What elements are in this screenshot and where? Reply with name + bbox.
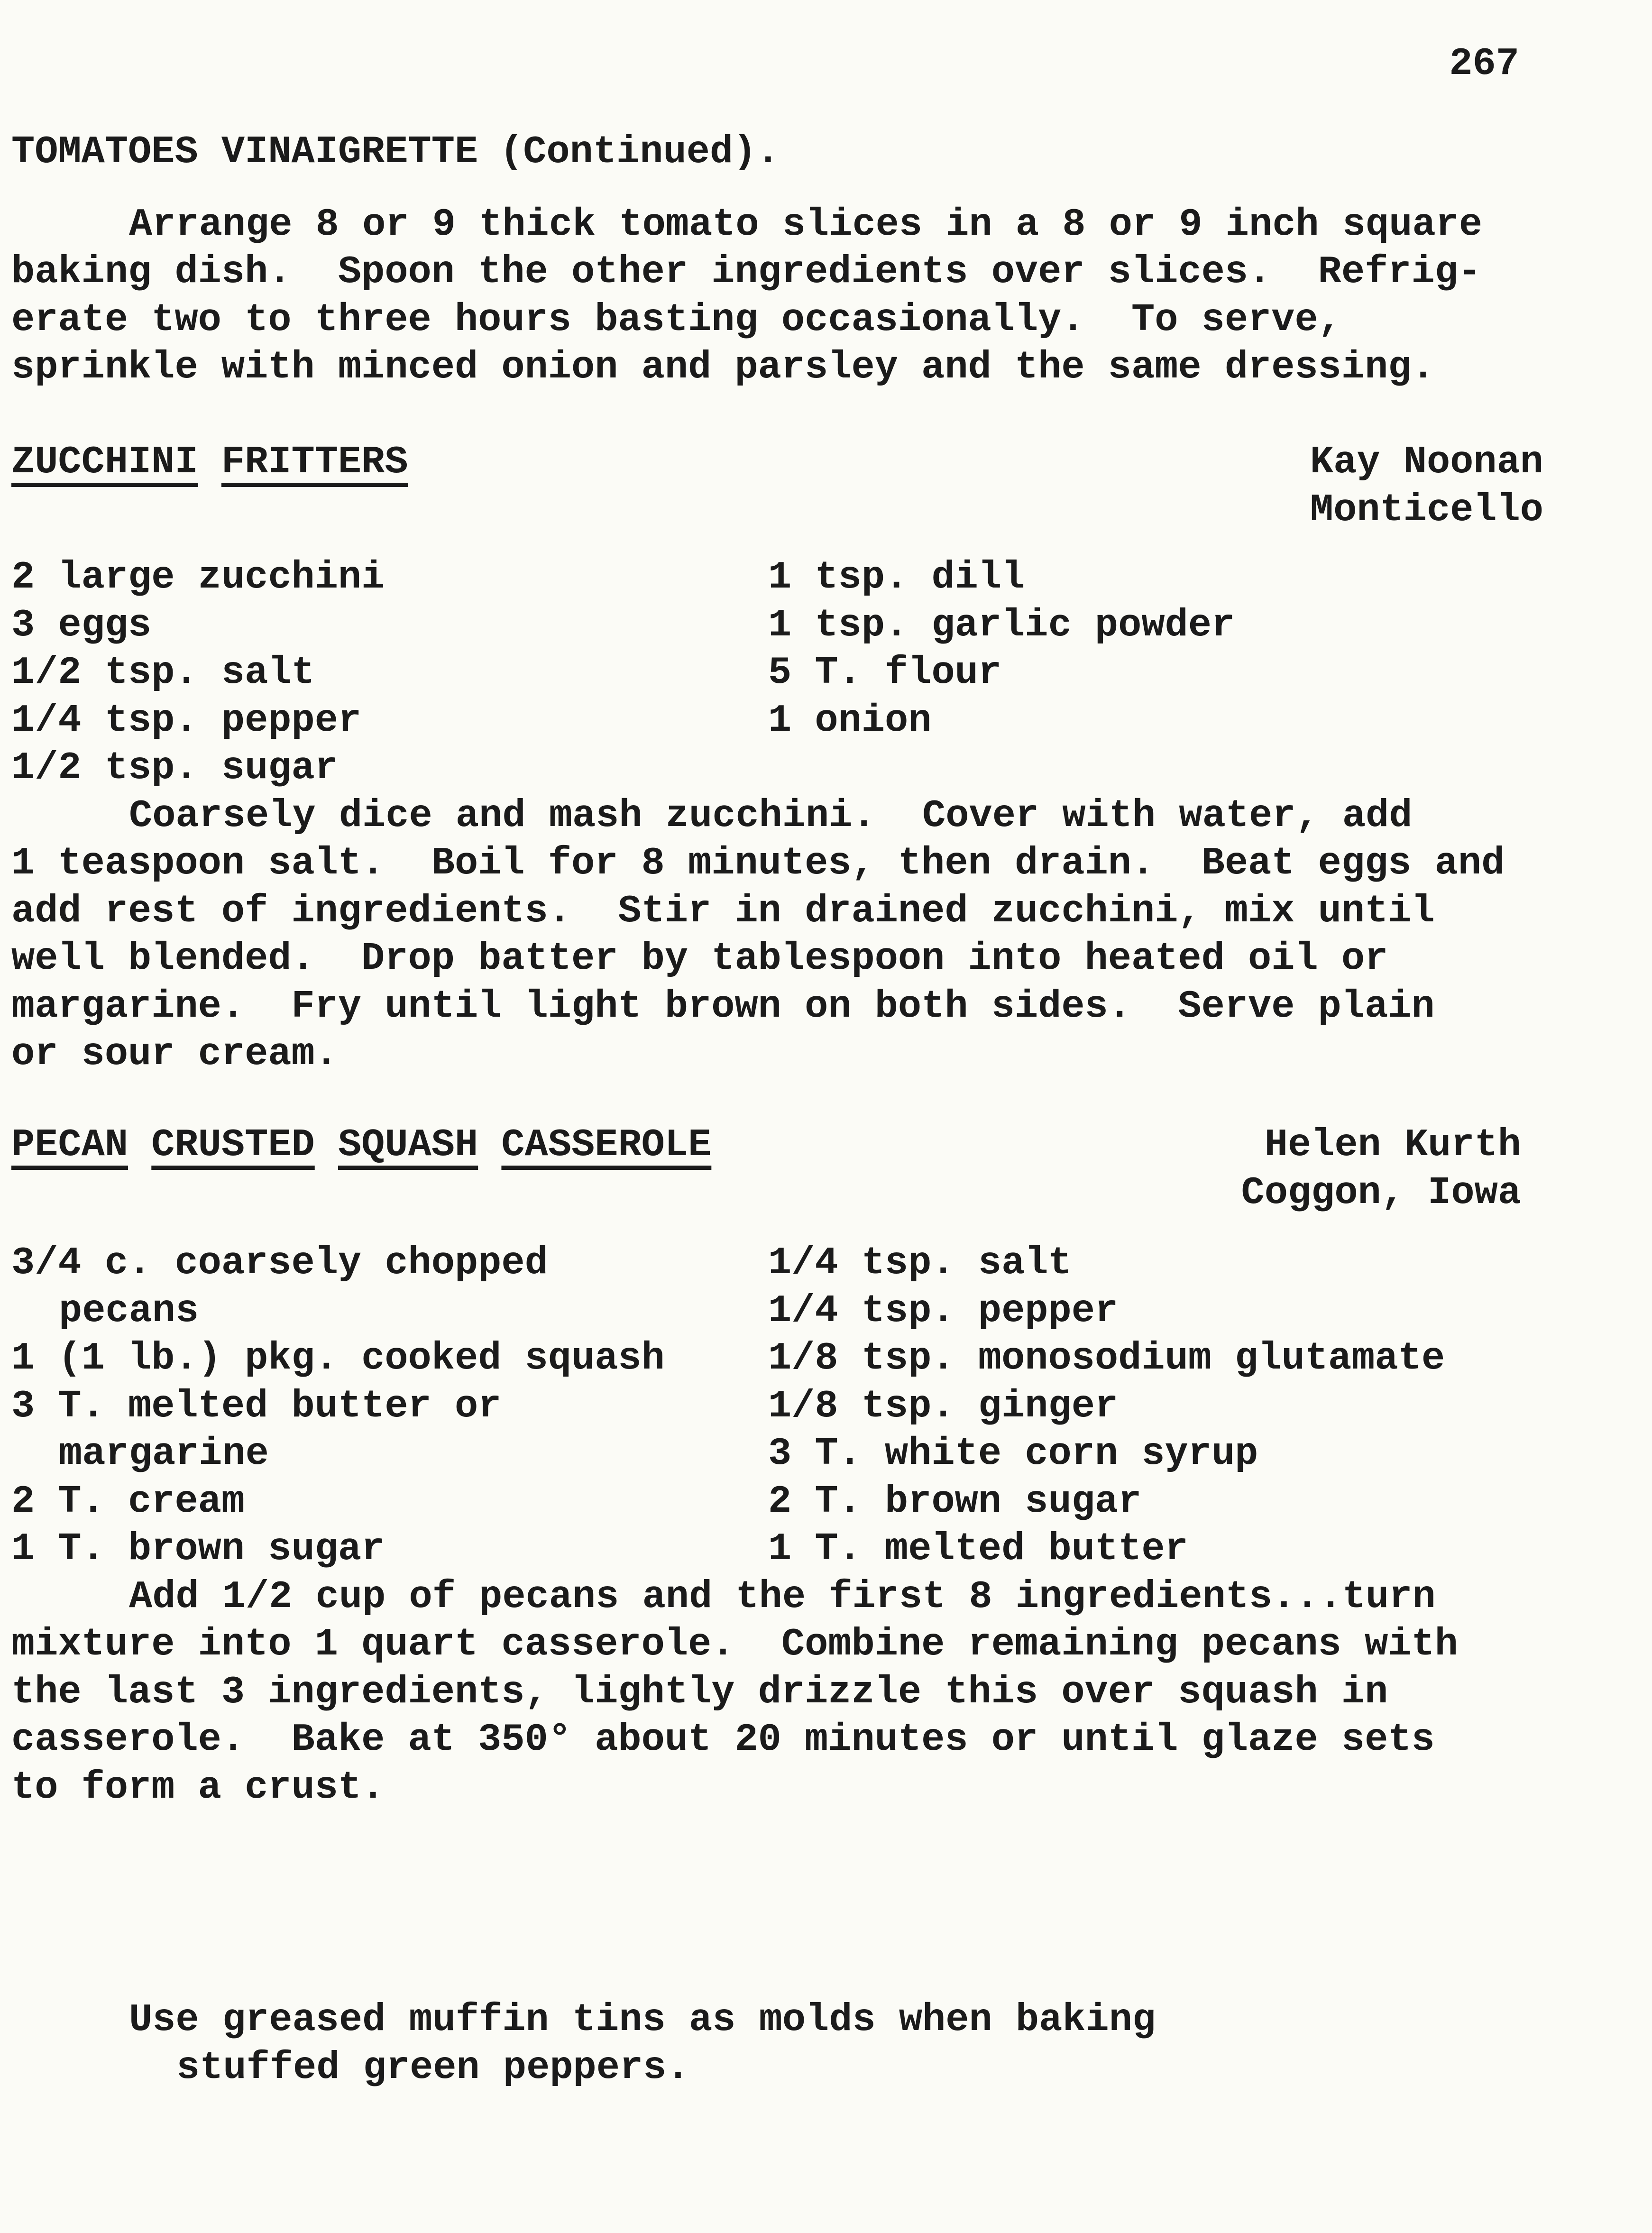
ingredient: 1/4 tsp. pepper	[768, 1288, 1119, 1333]
ingredient-row	[11, 697, 1652, 745]
page-number: 267	[1449, 42, 1519, 86]
ingredient-row	[11, 1240, 1652, 1287]
recipe-location: Monticello	[1310, 487, 1543, 532]
method-line: baking dish. Spoon the other ingredients over slices. Refrig-	[11, 250, 1482, 294]
ingredient-row	[11, 744, 1652, 792]
pecan-squash-section	[11, 1121, 1652, 1217]
ingredient: 3/4 c. coarsely chopped	[11, 1241, 548, 1285]
ingredient: 1/8 tsp. ginger	[768, 1384, 1119, 1428]
ingredient: 1/2 tsp. sugar	[11, 746, 338, 790]
ingredient: 1/2 tsp. salt	[11, 651, 315, 695]
ingredient: 2 T. brown sugar	[768, 1479, 1142, 1524]
ingredient-row	[11, 1287, 1652, 1335]
method-line: erate two to three hours basting occasionally. To serve,	[11, 297, 1341, 342]
method-line: Add 1/2 cup of pecans and the first 8 ingredients...turn	[129, 1574, 1436, 1619]
ingredient: 1/8 tsp. monosodium glutamate	[768, 1336, 1445, 1380]
ingredient: 3 T. melted butter or	[11, 1384, 502, 1428]
method-line: mixture into 1 quart casserole. Combine remaining pecans with	[11, 1622, 1458, 1666]
ingredient: 3 eggs	[11, 603, 152, 647]
ingredient: 1 onion	[768, 698, 932, 743]
ingredient: 3 T. white corn syrup	[768, 1432, 1258, 1476]
ingredient: 1 (1 lb.) pkg. cooked squash	[11, 1336, 665, 1380]
recipe-title	[11, 1121, 1652, 1169]
cooking-tip	[11, 1996, 1652, 2092]
recipe-title	[11, 439, 1652, 487]
continued-label: (Continued).	[500, 130, 780, 174]
title-word: ZUCCHINI	[11, 440, 198, 484]
ingredient-row	[11, 649, 1652, 697]
recipe-title-text: TOMATOES VINAIGRETTE	[11, 130, 478, 174]
ingredient: 2 T. cream	[11, 1479, 245, 1524]
ingredient-row	[11, 1430, 1652, 1478]
ingredient: 1 T. melted butter	[768, 1527, 1188, 1571]
method-line: 1 teaspoon salt. Boil for 8 minutes, then drain. Beat eggs and	[11, 841, 1505, 885]
ingredient-row	[11, 1478, 1652, 1526]
method-line: well blended. Drop batter by tablespoon into heated oil or	[11, 937, 1388, 981]
ingredient: 1 T. brown sugar	[11, 1527, 385, 1571]
recipe-title	[11, 129, 1652, 176]
method-line: margarine. Fry until light brown on both sides. Serve plain	[11, 984, 1435, 1029]
tip-line: Use greased muffin tins as molds when baking	[129, 1998, 1156, 2042]
ingredient: 1 tsp. dill	[768, 555, 1025, 599]
method-line: Arrange 8 or 9 thick tomato slices in a 8 or 9 inch square	[129, 202, 1483, 247]
method-line: the last 3 ingredients, lightly drizzle this over squash in	[11, 1670, 1388, 1714]
ingredient: margarine	[59, 1432, 269, 1476]
ingredient: pecans	[59, 1288, 199, 1333]
title-word: PECAN	[11, 1123, 128, 1167]
ingredient: 1 tsp. garlic powder	[768, 603, 1235, 647]
ingredient: 1/4 tsp. pepper	[11, 698, 362, 743]
ingredient: 2 large zucchini	[11, 555, 385, 599]
ingredient-row	[11, 554, 1652, 602]
method-line: Coarsely dice and mash zucchini. Cover with water, add	[129, 793, 1413, 838]
title-word: CASSEROLE	[501, 1123, 712, 1167]
method-line: to form a crust.	[11, 1765, 385, 1810]
recipe-author: Helen Kurth	[1264, 1123, 1521, 1167]
ingredient-row	[11, 1335, 1652, 1383]
method-line: or sour cream.	[11, 1032, 338, 1076]
method-line: sprinkle with minced onion and parsley and the same dressing.	[11, 345, 1435, 389]
tomatoes-vinaigrette-section	[11, 129, 1652, 392]
ingredient: 1/4 tsp. salt	[768, 1241, 1072, 1285]
zucchini-fritters-section	[11, 439, 1652, 534]
ingredient: 5 T. flour	[768, 651, 1002, 695]
ingredient-row	[11, 602, 1652, 650]
recipe-author: Kay Noonan	[1310, 440, 1543, 484]
title-word: CRUSTED	[151, 1123, 315, 1167]
pecan-ingredients	[11, 1240, 1652, 1811]
tip-line: stuffed green peppers.	[176, 2045, 690, 2090]
ingredient-row	[11, 1383, 1652, 1431]
ingredient-row	[11, 1525, 1652, 1573]
method-line: add rest of ingredients. Stir in drained zucchini, mix until	[11, 889, 1435, 933]
method-line: casserole. Bake at 350° about 20 minutes or until glaze sets	[11, 1718, 1435, 1762]
zucchini-ingredients	[11, 554, 1652, 1078]
title-word: FRITTERS	[221, 440, 408, 484]
recipe-location: Coggon, Iowa	[1241, 1170, 1521, 1215]
title-word: SQUASH	[338, 1123, 478, 1167]
